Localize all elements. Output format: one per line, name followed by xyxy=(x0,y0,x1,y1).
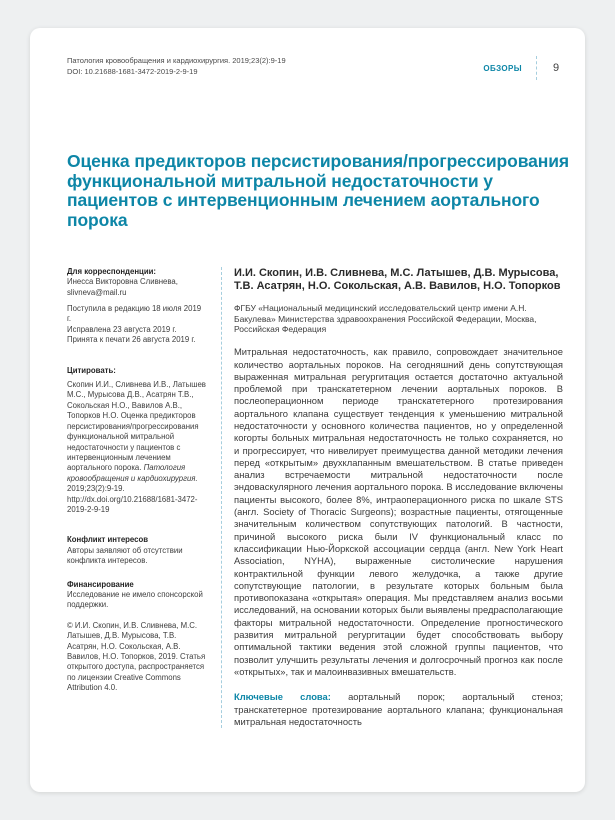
dates-block xyxy=(67,304,206,346)
section-label: ОБЗОРЫ xyxy=(483,63,522,73)
journal-citation-line: Патология кровообращения и кардиохирургия. 2019;23(2):9-19 xyxy=(67,56,286,65)
article-page-card xyxy=(30,28,585,792)
citation-block xyxy=(67,366,206,516)
correspondence-label: Для корреспонденции: xyxy=(67,266,157,276)
conflict-label: Конфликт интересов xyxy=(67,535,149,545)
revised-date: Исправлена 23 августа 2019 г. xyxy=(67,324,177,334)
authors-line-2: Т.В. Асатрян, Н.О. Сокольская, А.В. Вавилов, Н.О. Топорков xyxy=(234,280,561,293)
abstract-text: Митральная недостаточность, как правило, сопровождает значительное количество аортальных пороков. На сегодняшний день сопутствующая выраженная митральная регургитация остается достаточно актуальной проблемой при транскатетерном лечении аортальных пороков. В послеоперационном периоде транскатетерного протезирования аортального клапана существует тенденция к уменьшению митральной недостаточности у основного количества пациентов, но у определенной когорты больных митральная недостаточность не только сохраняется, но и прогрессирует, что нивелирует преимущества данной методики лечения перед «открытым» двухклапанным вмешательством. В статье приведен анализ встречаемости митральной недостаточности после эндоваскулярного лечения аортального порока. В исследование включены пациенты высокого, более 8%, интраоперационного риска по шкале STS (англ. Society of Thoracic Surgeons); возрастные пациенты, отягощенные значительным количеством сопутствующих патологий. В частности, причиной высокого риска были IV функциональный класс по классификации Нью-Йоркской ассоциации сердца (англ. New York Heart Association, NYHA), выраженные систолические нарушения контрактильной функции левого желудочка, а также другие сопутствующие патологии, в результате которых больным была противопоказана «открытая» операция. Мы представляем анализ восьми исследований, на основании которых были выявлены предрасполагающие факторы митральной недостаточности. Определение прогностического развития митральной регургитации будет способствовать выбору оптимальной тактики ведения этой сложной группы пациентов, что позволит улучшить результаты лечения и долгосрочный прогноз как после «открытых», так и малоинвазивных вмешательств. xyxy=(234,346,564,677)
header-right xyxy=(483,56,563,80)
affiliation: ФГБУ «Национальный медицинский исследовательский центр имени А.Н. Бакулева» Министерства здравоохранения Российской Федерации, Москва, Российская Федерация xyxy=(234,302,537,335)
correspondence-name: Инесса Викторовна Сливнева, xyxy=(67,277,178,287)
citation-volume-doi: 2019;23(2):9-19. http://dx.doi.org/10.21688/1681-3472-2019-2-9-19 xyxy=(67,484,198,514)
funding-label: Финансирование xyxy=(67,579,134,589)
keywords-paragraph xyxy=(234,691,563,728)
citation-text xyxy=(67,380,206,515)
received-date: Поступила в редакцию 18 июля 2019 г. xyxy=(67,304,202,324)
copyright-block xyxy=(67,621,206,694)
keywords-label: Ключевые слова: xyxy=(234,691,331,703)
authors-line-1: И.И. Скопин, И.В. Сливнева, М.С. Латышев, Д.В. Мурысова, xyxy=(234,266,559,279)
journal-info xyxy=(67,55,286,77)
funding-text: Исследование не имело спонсорской поддержки. xyxy=(67,589,203,610)
correspondence-block xyxy=(67,267,206,298)
article-main-column xyxy=(234,267,563,728)
conflict-of-interest-block xyxy=(67,535,206,566)
page-header xyxy=(67,55,563,80)
conflict-text: Авторы заявляют об отсутствии конфликта интересов. xyxy=(67,545,183,566)
cite-label: Цитировать: xyxy=(67,365,116,375)
page-number: 9 xyxy=(552,62,560,74)
article-title: Оценка предикторов персистирования/прогрессирования функциональной митральной недостаточности у пациентов с интервенционным лечением аортального порока xyxy=(67,151,569,231)
doi-line: DOI: 10.21688-1681-3472-2019-2-9-19 xyxy=(67,67,198,76)
keywords-text: аортальный порок; аортальный стеноз; транскатетерное протезирование аортального клапана; функциональная митральная недостаточность xyxy=(234,691,563,727)
citation-authors-title: Скопин И.И., Сливнева И.В., Латышев М.С., Мурысова Д.В., Асатрян Т.В., Сокольская Н.О., Вавилов А.В., Топорков Н.О. Оценка предикторов персистирования/прогрессирования функциональной митральной недостаточности у пациентов с интервенционным лечением аортального порока. xyxy=(67,380,206,473)
authors-line xyxy=(234,267,563,294)
accepted-date: Принята к печати 26 августа 2019 г. xyxy=(67,335,196,345)
funding-block xyxy=(67,580,206,611)
copyright-text: © И.И. Скопин, И.В. Сливнева, М.С. Латышев, Д.В. Мурысова, Т.В. Асатрян, Н.О. Сокольская, А.В. Вавилов, Н.О. Топорков, 2019. Статья открытого доступа, распространяется по лицензии Creative Commons Attribution 4.0. xyxy=(67,620,206,693)
article-meta-sidebar xyxy=(67,267,206,728)
correspondence-email: slivneva@mail.ru xyxy=(67,287,127,297)
content-columns xyxy=(67,267,563,728)
citation-journal-name: Патология кровообращения и кардиохирургия. xyxy=(67,463,198,483)
header-dashed-divider xyxy=(536,56,537,80)
vertical-dashed-divider xyxy=(221,267,222,728)
